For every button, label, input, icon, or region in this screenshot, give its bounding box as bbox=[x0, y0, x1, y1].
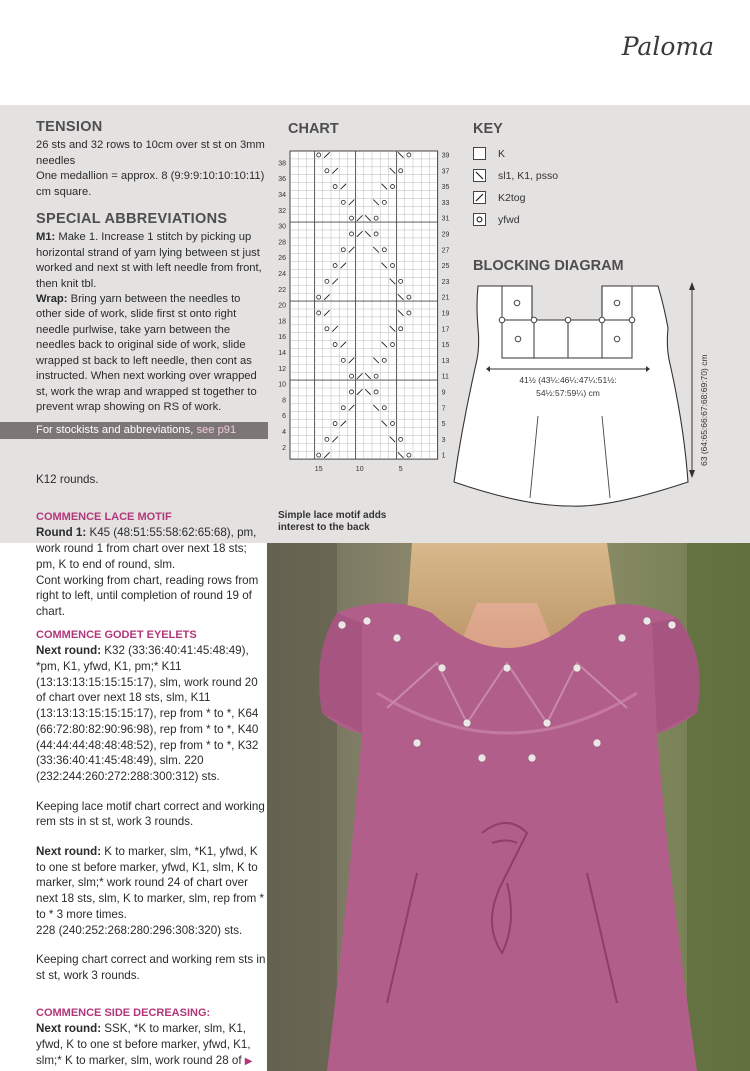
continue-arrow-icon[interactable]: ▶ bbox=[244, 1055, 253, 1067]
next-round-2-text: K to marker, slm, *K1, yfwd, K to one st before marker, yfwd, K1, slm, K to marker, slm;* work round 24 of chart over next 18 sts, slm, K to marker, slm, rep from * to * 3 more times. bbox=[36, 845, 265, 921]
keeping-chart-2: Keeping chart correct and working rem sts in st st, work 3 rounds. bbox=[36, 953, 266, 982]
key-item-sl1 bbox=[473, 169, 558, 182]
key-label-k2tog: K2tog bbox=[498, 191, 526, 204]
chart-row-label: 9 bbox=[441, 389, 446, 397]
chart-col-label: 5 bbox=[398, 466, 403, 474]
chart-row-label: 35 bbox=[441, 184, 450, 192]
abbr-wrap-text: Bring yarn between the needles to other side of work, slide first st onto right needle purlwise, take yarn between the needles back to original side of work, slide wrapped st back to left needle, then cont as instructed. When next working over wrapped st, work the wrap and wrapped st together to prevent wrap showing on RS of work. bbox=[36, 293, 257, 413]
chart-row-label: 38 bbox=[278, 160, 286, 168]
blocking-diagram-heading: BLOCKING DIAGRAM bbox=[473, 258, 624, 274]
tension-gauge: 26 sts and 32 rows to 10cm over st st on 3mm needles bbox=[36, 139, 265, 167]
chart-row-label: 3 bbox=[441, 436, 446, 444]
abbr-m1-text: Make 1. Increase 1 stitch by picking up horizontal strand of yarn lying between st just worked and next st with left needle from front, then knit tbl. bbox=[36, 231, 262, 290]
stockists-bar bbox=[0, 422, 268, 439]
next-round-1-term: Next round: bbox=[36, 644, 102, 658]
blocking-height-label: 63 (64:65:66:67:68:69:70) cm bbox=[699, 354, 709, 466]
chart-row-label: 2 bbox=[282, 444, 286, 452]
abbr-wrap bbox=[36, 292, 268, 415]
key-label-yfwd: yfwd bbox=[498, 213, 520, 226]
chart-row-label: 11 bbox=[441, 373, 449, 381]
tension-section bbox=[36, 120, 268, 415]
blocking-width-label-1: 41½ (43¼:46¼:47¼:51½: bbox=[519, 375, 617, 385]
chart-row-label: 21 bbox=[441, 294, 450, 302]
chart-row-label: 17 bbox=[441, 326, 450, 334]
next-round-1 bbox=[36, 643, 268, 784]
abbr-m1-term: M1: bbox=[36, 231, 56, 244]
side-decreasing-heading: COMMENCE SIDE DECREASING: bbox=[36, 1006, 211, 1019]
next-round-3-term: Next round: bbox=[36, 1022, 102, 1036]
godet-eyelets-heading: COMMENCE GODET EYELETS bbox=[36, 628, 197, 641]
blocking-width-label-2: 54½:57:59¼) cm bbox=[536, 388, 600, 398]
chart-row-label: 20 bbox=[278, 302, 286, 310]
chart-row-label: 1 bbox=[441, 452, 446, 460]
blocking-diagram bbox=[450, 276, 720, 516]
pattern-instructions bbox=[36, 472, 268, 1070]
key-item-k bbox=[473, 147, 505, 160]
chart-row-label: 10 bbox=[278, 381, 286, 389]
key-label-sl1: sl1, K1, psso bbox=[498, 169, 559, 182]
k12-rounds: K12 rounds. bbox=[36, 473, 99, 486]
key-label-k: K bbox=[498, 147, 506, 160]
chart-row-label: 26 bbox=[278, 255, 286, 263]
chart-row-label: 5 bbox=[441, 421, 446, 429]
next-round-1-text: K32 (33:36:40:41:45:48:49), *pm, K1, yfwd, K1, pm;* K11 (13:13:13:15:15:15:17), slm, work round 20 of chart over next 18 sts, slm, K11 (13:13:13:15:15:15:17), rep from * to *, K64 (66:72:80:82:90:96:98), rep from * to *, K40 (44:44:44:48:48:48:52), rep from * to *, K32 (33:36:40:41:45:48:49), slm. 220 (232:244:260:272:288:300:312) sts. bbox=[36, 644, 259, 783]
chart-row-label: 25 bbox=[441, 263, 450, 271]
tension-medallion: One medallion = approx. 8 (9:9:9:10:10:10:11) cm square. bbox=[36, 170, 265, 198]
round1-term: Round 1: bbox=[36, 526, 87, 540]
chart-row-label: 15 bbox=[441, 342, 450, 350]
chart-row-label: 13 bbox=[441, 357, 450, 365]
page-title: Paloma bbox=[621, 32, 714, 61]
chart-col-label: 10 bbox=[355, 466, 364, 474]
lace-chart bbox=[266, 145, 456, 475]
round1-text: K45 (48:51:55:58:62:65:68), pm, work round 1 from chart over next 18 sts; pm, K to end of round, slm. bbox=[36, 526, 257, 571]
chart-row-label: 32 bbox=[278, 207, 286, 215]
chart-row-label: 37 bbox=[441, 168, 450, 176]
chart-row-label: 30 bbox=[278, 223, 286, 231]
cont-instruction: Cont working from chart, reading rows from right to left, until completion of round 19 of chart. bbox=[36, 573, 259, 618]
abbr-wrap-term: Wrap: bbox=[36, 293, 68, 306]
chart-row-label: 24 bbox=[278, 270, 286, 278]
chart-col-label: 15 bbox=[314, 466, 323, 474]
next-round-2 bbox=[36, 844, 268, 923]
chart-row-label: 31 bbox=[441, 215, 450, 223]
chart-heading: CHART bbox=[288, 121, 339, 137]
next-round-2-term: Next round: bbox=[36, 845, 102, 859]
sl1-k1-psso-symbol-icon bbox=[473, 169, 486, 182]
chart-row-label: 22 bbox=[278, 286, 286, 294]
chart-row-label: 34 bbox=[278, 191, 286, 199]
chart-row-label: 14 bbox=[278, 349, 286, 357]
keeping-chart-1: Keeping lace motif chart correct and working rem sts in st st, work 3 rounds. bbox=[36, 799, 265, 829]
chart-row-label: 7 bbox=[441, 405, 446, 413]
yfwd-symbol-icon bbox=[473, 213, 486, 226]
chart-row-label: 18 bbox=[278, 318, 286, 326]
special-abbreviations-heading: SPECIAL ABBREVIATIONS bbox=[36, 211, 228, 228]
stockists-page-link[interactable]: see p91 bbox=[196, 424, 237, 436]
chart-caption: Simple lace motif adds interest to the back bbox=[278, 510, 387, 533]
next-round-3-text: SSK, *K to marker, slm, K1, yfwd, K to one st before marker, yfwd, K1, slm;* K to marker, slm, work round 28 of bbox=[36, 1022, 251, 1067]
chart-row-label: 39 bbox=[441, 152, 450, 160]
chart-row-label: 33 bbox=[441, 199, 450, 207]
key-item-yfwd bbox=[473, 213, 520, 226]
chart-row-label: 8 bbox=[282, 397, 286, 405]
chart-row-label: 12 bbox=[278, 365, 286, 373]
lace-motif-heading: COMMENCE LACE MOTIF bbox=[36, 510, 172, 523]
tension-heading: TENSION bbox=[36, 119, 103, 135]
key-item-k2tog bbox=[473, 191, 525, 204]
abbr-m1 bbox=[36, 230, 268, 292]
next-round-3 bbox=[36, 1021, 268, 1069]
k2tog-symbol-icon bbox=[473, 191, 486, 204]
stockists-text: For stockists and abbreviations, bbox=[36, 424, 197, 436]
chart-row-label: 16 bbox=[278, 334, 286, 342]
chart-row-label: 6 bbox=[282, 413, 286, 421]
stitch-count-2: 228 (240:252:268:280:296:308:320) sts. bbox=[36, 923, 243, 937]
knit-symbol-icon bbox=[473, 147, 486, 160]
round1-instruction bbox=[36, 525, 268, 572]
chart-row-label: 28 bbox=[278, 239, 286, 247]
chart-row-label: 4 bbox=[282, 428, 286, 436]
sweater-body bbox=[319, 603, 699, 1071]
garment-photo bbox=[267, 543, 750, 1071]
chart-row-label: 29 bbox=[441, 231, 450, 239]
chart-row-label: 27 bbox=[441, 247, 450, 255]
chart-row-label: 36 bbox=[278, 176, 286, 184]
chart-row-label: 19 bbox=[441, 310, 450, 318]
key-heading: KEY bbox=[473, 121, 503, 137]
chart-row-label: 23 bbox=[441, 278, 450, 286]
